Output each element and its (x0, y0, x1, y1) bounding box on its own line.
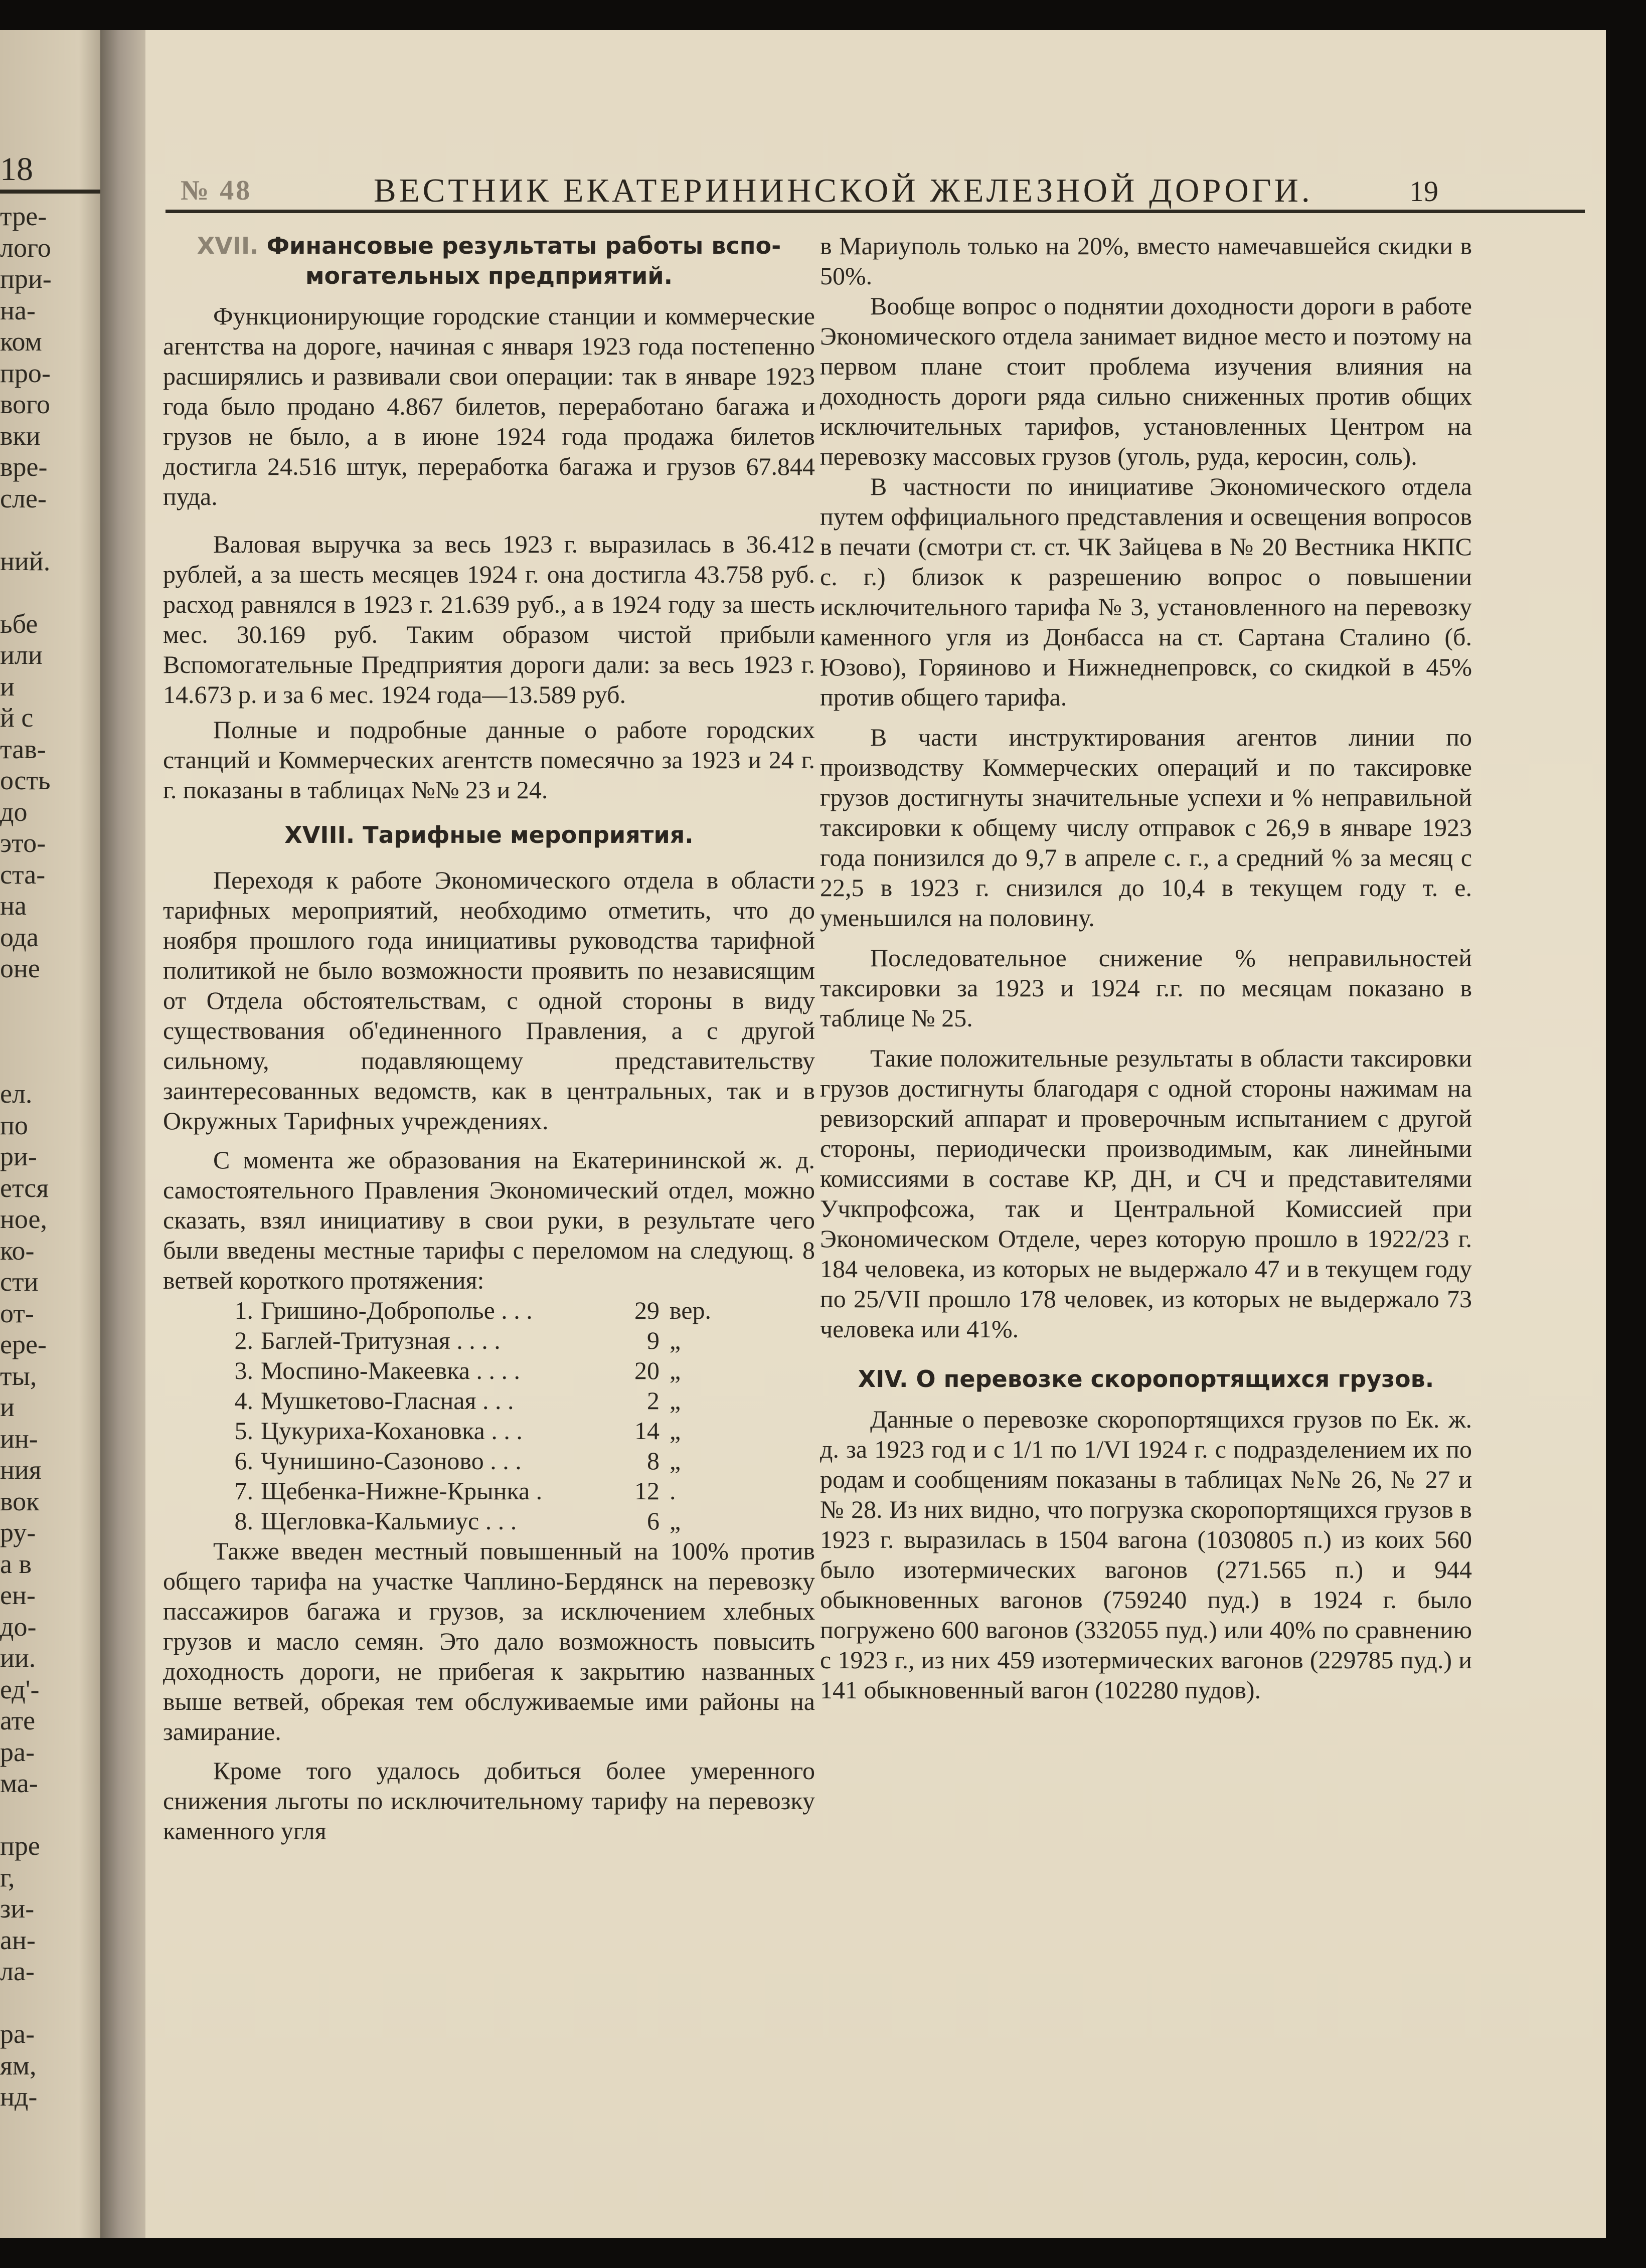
margin-fragment (0, 1047, 110, 1079)
section-title: Финансовые результаты работы вспо-могательных предприятий. (266, 232, 781, 289)
section-number: XVII. (197, 232, 259, 259)
header-rule (166, 210, 1585, 213)
margin-fragment (0, 1799, 110, 1831)
margin-fragment: й с (0, 703, 34, 733)
paragraph: Вообще вопрос о поднятии доходности дороги в работе Экономического отдела занимает видное место и поэтому на первом плане стоит проблема изучения влияния на доходность дороги ряда сильно сниженных против общих исключительных тарифов, установленных Центром на перевозку массовых грузов (уголь, руда, керосин, соль). (820, 292, 1472, 470)
section-number: XIV. (858, 1365, 908, 1392)
paragraph: С момента же образования на Екатерининской ж. д. самостоятельного Правления Экономический отдел, можно сказать, взял инициативу в свои руки, в результате чего были введены местные тарифы с переломом на следующ. 8 ветвей короткого протяжения: (163, 1146, 815, 1294)
margin-fragment: оне (0, 953, 40, 983)
previous-page-rule (0, 190, 103, 194)
margin-fragment: ла- (0, 1956, 35, 1986)
branch-name: Щебенка-Нижне-Крынка . (261, 1477, 543, 1505)
paragraph: Функционирующие городские станции и коммерческие агентства на дороге, начиная с января 1923 года постепенно расширялись и развивали свои операции: так в январе 1923 года было продано 4.867 билетов, переработано багажа и грузов не было, а в июне 1924 года продажа билетов достигла 24.516 штук, переработка багажа и грузов 67.844 пуда. (163, 302, 815, 510)
margin-fragment: ин- (0, 1423, 38, 1454)
branch-name: Гришино-Доброполье . . . (261, 1296, 533, 1324)
margin-fragment: ен- (0, 1580, 36, 1610)
section-heading-xviii (163, 820, 815, 850)
branch-index: 1. (234, 1296, 253, 1324)
paragraph: Данные о перевозке скоропортящихся грузов по Ек. ж. д. за 1923 год и с 1/1 по 1/VI 1924 г. с подразделением их по родам и сообщениям показаны в таблицах №№ 26, № 27 и № 28. Из них видно, что погрузка скоропортящихся грузов в 1923 г. выразилась в 1504 вагона (1030805 п.) из коих 560 было изотермических вагонов (271.565 п.) и 944 обыкновенных вагонов (759240 пуд.) в 1924 г. было погружено 600 вагонов (332055 пуд.) или 40% по сравнению с 1923 г., из них 459 изотермических вагонов (229785 пуд.) и 141 обыкновенный вагон (102280 пудов). (820, 1405, 1472, 1704)
margin-fragment: ное, (0, 1204, 48, 1234)
section-number: XVIII. (284, 821, 355, 848)
branch-list-item (163, 1385, 815, 1416)
branch-name: Баглей-Тритузная . . . . (261, 1326, 501, 1354)
branch-name: Щегловка-Кальмиус . . . (261, 1507, 517, 1535)
journal-page (145, 30, 1606, 2238)
branch-unit: . (670, 1477, 676, 1505)
scan-border-right (1606, 0, 1646, 2268)
section-title: О перевозке скоропортящихся грузов. (916, 1365, 1434, 1392)
page-number: 19 (1409, 175, 1438, 208)
previous-page-number: 18 (0, 151, 33, 188)
margin-fragment: вок (0, 1486, 40, 1516)
right-column (820, 231, 1472, 1705)
paragraph: Кроме того удалось добиться более умеренного снижения льготы по исключительному тарифу на перевозку каменного угля (163, 1757, 815, 1845)
margin-fragment: ется (0, 1172, 49, 1203)
margin-fragment: ма- (0, 1768, 38, 1798)
branch-name: Моспино-Макеевка . . . . (261, 1356, 520, 1384)
margin-fragment: г, (0, 1862, 15, 1892)
margin-fragment: ям, (0, 2050, 37, 2080)
margin-fragment: ере- (0, 1329, 47, 1359)
margin-fragment: вого (0, 389, 50, 419)
margin-fragment: ру- (0, 1517, 36, 1547)
scan-border-top (0, 0, 1646, 30)
branch-length: 2 (647, 1386, 660, 1415)
section-title: Тарифные мероприятия. (363, 821, 694, 848)
margin-fragment: лого (0, 232, 51, 263)
margin-fragment: зи- (0, 1893, 35, 1924)
margin-fragment: нд- (0, 2081, 38, 2112)
branch-index: 7. (234, 1477, 253, 1505)
margin-fragment: ость (0, 765, 51, 795)
branch-list-item (163, 1355, 815, 1385)
branch-name: Мушкетово-Гласная . . . (261, 1386, 514, 1415)
paragraph: Валовая выручка за весь 1923 г. выразилась в 36.412 рублей, а за шесть месяцев 1924 г. она достигла 43.758 руб. расход равнялся в 1923 г. 21.639 руб., а в 1924 году за шесть мес. 30.169 руб. Таким образом чистой прибыли Вспомогательные Предприятия дороги дали: за весь 1923 г. 14.673 р. и за 6 мес. 1924 года—13.589 руб. (163, 530, 815, 709)
branch-list (163, 1295, 815, 1536)
margin-fragment: а в (0, 1548, 32, 1579)
left-column (163, 231, 815, 1846)
journal-title: ВЕСТНИК ЕКАТЕРИНИНСКОЙ ЖЕЛЕЗНОЙ ДОРОГИ. (374, 172, 1313, 209)
branch-list-item (163, 1325, 815, 1355)
scan-border-bottom (0, 2238, 1646, 2268)
branch-index: 3. (234, 1356, 253, 1384)
branch-unit: вер. (670, 1296, 712, 1324)
margin-fragment: ии. (0, 1643, 36, 1673)
branch-length: 6 (647, 1507, 660, 1535)
branch-unit: „ (670, 1326, 681, 1354)
branch-name: Чунишино-Сазоново . . . (261, 1447, 522, 1475)
branch-list-item (163, 1446, 815, 1476)
margin-fragment: ед'- (0, 1674, 40, 1704)
branch-length: 8 (647, 1447, 660, 1475)
branch-unit: „ (670, 1507, 681, 1535)
branch-index: 2. (234, 1326, 253, 1354)
margin-fragment: ел. (0, 1079, 33, 1109)
margin-fragment: вре- (0, 452, 48, 482)
margin-fragment: ком (0, 326, 42, 357)
margin-fragment: по (0, 1110, 28, 1140)
margin-fragment: ьбе (0, 608, 38, 639)
margin-fragment (0, 1987, 110, 2019)
branch-length: 12 (634, 1477, 660, 1505)
paragraph: в Мариуполь только на 20%, вместо намечавшейся скидки в 50%. (820, 232, 1472, 290)
margin-fragment (0, 984, 110, 1016)
margin-fragment: ан- (0, 1925, 36, 1955)
paragraph: Последовательное снижение % неправильностей таксировки за 1923 и 1924 г.г. по месяцам показано в таблице № 25. (820, 944, 1472, 1032)
margin-fragment: на- (0, 295, 36, 325)
branch-unit: „ (670, 1447, 681, 1475)
branch-length: 14 (634, 1417, 660, 1445)
paragraph: Полные и подробные данные о работе городских станций и Коммерческих агентств помесячно за 1923 и 24 г. г. показаны в таблицах №№ 23 и 24. (163, 716, 815, 804)
margin-fragment: от- (0, 1298, 34, 1328)
margin-fragment: про- (0, 358, 51, 388)
branch-list-item (163, 1506, 815, 1536)
branch-index: 4. (234, 1386, 253, 1415)
margin-fragment: ра- (0, 2019, 35, 2049)
margin-fragment: и (0, 1392, 15, 1422)
paragraph: Такие положительные результаты в области таксировки грузов достигнуты благодаря с одной стороны нажимам на ревизорский аппарат и проверочным испытанием с другой стороны, периодически производимым, как линейными комиссиями в составе КР, ДН, и СЧ и представителями Учкпрофсожа, так и Центральной Комиссией при Экономическом Отделе, через которую прошло в 1922/23 г. 184 человека, из которых не выдержало 47 и в текущем году по 25/VII прошло 178 человек, из которых не выдержало 73 человека или 41%. (820, 1044, 1472, 1343)
page-header (166, 145, 1600, 209)
margin-fragment: ра- (0, 1736, 35, 1767)
margin-fragment: ний. (0, 546, 51, 576)
paragraph: Переходя к работе Экономического отдела в области тарифных мероприятий, необходимо отметить, что до ноября прошлого года инициативы руководства тарифной политикой не было возможности проявить по независящим от Отдела обстоятельствам, с одной стороны в виду существования об'единенного Правления, а с другой сильному, подавляющему представительству заинтересованных ведомств, как в центральных, так и в Окружных Тарифных учреждениях. (163, 866, 815, 1135)
branch-list-item (163, 1295, 815, 1325)
binding-gutter (100, 30, 148, 2238)
margin-fragment: ты, (0, 1360, 37, 1391)
paragraph: В части инструктирования агентов линии по производству Коммерческих операций и по таксировке грузов достигнуты значительные успехи и % неправильной таксировки к общему числу отправок с 26,9 в январе 1923 года понизился до 9,7 в апреле с. г., а средний % за месяц с 22,5 в 1923 г. снизился до 10,4 в текущем году т. е. уменьшился на половину. (820, 723, 1472, 932)
margin-fragment: ате (0, 1705, 36, 1735)
branch-unit: „ (670, 1356, 681, 1384)
branch-name: Цукуриха-Кохановка . . . (261, 1417, 523, 1445)
branch-index: 5. (234, 1417, 253, 1445)
previous-page-text-fragments (0, 201, 110, 2113)
margin-fragment (0, 1015, 110, 1047)
margin-fragment: ста- (0, 859, 46, 890)
branch-unit: „ (670, 1417, 681, 1445)
margin-fragment: вки (0, 420, 41, 451)
branch-list-item (163, 1476, 815, 1506)
section-heading-xvii (163, 231, 815, 291)
margin-fragment: или (0, 640, 43, 670)
margin-fragment: на (0, 891, 27, 921)
paragraph: Также введен местный повышенный на 100% против общего тарифа на участке Чаплино-Бердянск на перевозку пассажиров багажа и грузов, за исключением хлебных грузов и масло семян. Это дало возможность повысить доходность дороги, не прибегая к закрытию названных выше ветвей, обрекая тем обслуживаемые ими районы на замирание. (163, 1537, 815, 1746)
margin-fragment: и (0, 671, 15, 702)
margin-fragment: до (0, 796, 28, 827)
margin-fragment: при- (0, 264, 52, 294)
margin-fragment: это- (0, 828, 46, 858)
branch-length: 9 (647, 1326, 660, 1354)
margin-fragment: тре- (0, 201, 47, 231)
margin-fragment: тав- (0, 734, 46, 764)
margin-fragment (0, 514, 110, 546)
issue-number: № 48 (181, 175, 252, 206)
branch-unit: „ (670, 1386, 681, 1415)
margin-fragment: ода (0, 922, 39, 952)
branch-index: 8. (234, 1507, 253, 1535)
branch-length: 29 (634, 1296, 660, 1324)
margin-fragment (0, 577, 110, 608)
paragraph: В частности по инициативе Экономического отдела путем оффициального представления и освещения вопросов в печати (смотри ст. ст. ЧК Зайцева в № 20 Вестника НКПС с. г.) близок к разрешению вопрос о повышении исключительного тарифа № 3, установленного на перевозку каменного угля из Донбасса на ст. Сартана Сталино (б. Юзово), Горяиново и Нижнеднепровск, со скидкой в 45% против общего тарифа. (820, 472, 1472, 711)
section-heading-xiv (820, 1364, 1472, 1394)
branch-list-item (163, 1416, 815, 1446)
margin-fragment: сти (0, 1267, 39, 1297)
margin-fragment: пре (0, 1831, 40, 1861)
margin-fragment: ко- (0, 1235, 35, 1266)
previous-page-edge (0, 30, 113, 2238)
branch-index: 6. (234, 1447, 253, 1475)
margin-fragment: до- (0, 1611, 37, 1642)
margin-fragment: ри- (0, 1141, 37, 1171)
margin-fragment: ния (0, 1455, 42, 1485)
branch-length: 20 (634, 1356, 660, 1384)
margin-fragment: сле- (0, 483, 47, 513)
